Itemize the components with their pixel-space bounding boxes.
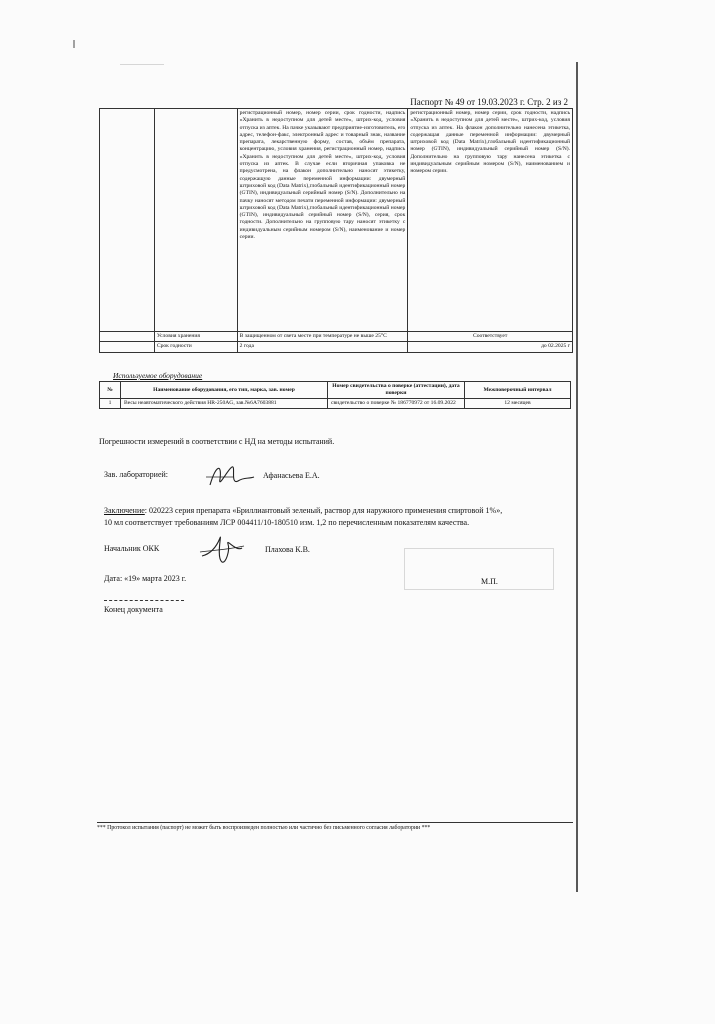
table-cell-blank — [154, 109, 237, 332]
col-name: Наименование оборудования, его тип, марка, зав. номер — [121, 382, 328, 399]
footer-divider — [97, 822, 573, 823]
table-row — [100, 399, 571, 409]
row-name: Весы неавтоматического действия HR-250AG, зав.№6A7603881 — [121, 399, 328, 409]
scan-mark — [120, 64, 164, 65]
conclusion — [104, 505, 574, 529]
shelf-result: до 02.2025 г — [408, 342, 573, 352]
conclusion-label: Заключение — [104, 506, 145, 515]
divider — [104, 600, 184, 601]
passport-header: Паспорт № 49 от 19.03.2023 г. Стр. 2 из 2 — [410, 97, 568, 107]
storage-result: Соответствует — [408, 332, 573, 342]
row-num: 1 — [100, 399, 121, 409]
row-cert: свидетельство о поверке № 186770972 от 16.09.2022 — [328, 399, 465, 409]
table-row — [100, 342, 573, 352]
table-cell-blank — [100, 109, 155, 332]
col-num: № — [100, 382, 121, 399]
equipment-title: Используемое оборудование — [113, 371, 203, 380]
table-row — [100, 332, 573, 342]
table-header-row — [100, 382, 571, 399]
footer-note: *** Протокол испытания (паспорт) не может быть воспроизведен полностью или частично без письменного согласия лаборатории *** — [97, 825, 431, 831]
equipment-table — [99, 381, 571, 409]
okk-label: Начальник ОКК — [104, 544, 160, 553]
row-interval: 12 месяцев — [465, 399, 571, 409]
errors-text: Погрешности измерений в соответствии с НД на методы испытаний. — [99, 437, 335, 446]
shelf-label: Срок годности — [154, 342, 237, 352]
lab-head-label: Зав. лабораторией: — [104, 470, 169, 479]
okk-signature — [196, 528, 248, 568]
lab-head-name: Афанасьева Е.А. — [263, 471, 320, 480]
scan-page-edge — [576, 62, 578, 892]
okk-name: Плахова К.В. — [265, 545, 310, 554]
result-text: регистрационный номер, номер серии, срок годности, надпись «Хранить в недоступном для детей месте», штрих-код, условия отпуска из аптек. На флакон дополнительно нанесена этикетка, содержащая данные переменной информации: двумерный штриховой код (Data Matrix),глобальный идентификационный номер (GTIN), индивидуальный серийный номер (S/N). Дополнительно на групповую тару нанесена этикетка с индивидуальным серийным номером (S/N), наименованием и номером серии. — [408, 109, 573, 332]
table-cell-blank — [100, 332, 155, 342]
table-cell-blank — [100, 342, 155, 352]
requirement-text: регистрационный номер, номер серии, срок годности, надпись «Хранить в недоступном для детей месте», штрих-код, условия отпуска из аптек. На пачке указывают предприятие-изготовитель, его адрес, телефон-факс, электронный адрес и товарный знак, название препарата, лекарственную форму, состав, объём препарата, концентрацию, условия хранения, регистрационный номер, надпись «Хранить в недоступном для детей месте», штрих-код, условия отпуска из аптек. В случае если вторичная упаковка не предусмотрена, на флакон дополнительно наносят этикетку, содержащую данные переменной информации: двумерный штриховой код (Data Matrix),глобальный идентификационный номер (GTIN), индивидуальный серийный номер (S/N). Дополнительно на пачку наносят методом печати переменной информации: двумерный штриховой код (Data Matrix),глобальный идентификационный номер (GTIN), индивидуальный серийный номер (S/N), серия, срок годности. Дополнительно на групповую тару наносят этикетку с индивидуальным серийным номером (S/N), наименование и номер серии. — [237, 109, 408, 332]
storage-requirement: В защищенном от света месте при температуре не выше 25°С — [237, 332, 408, 342]
stamp-imprint — [404, 548, 554, 590]
conclusion-line2: 10 мл соответствует требованиям ЛСР 004411/10-180510 изм. 1,2 по перечисленным показателям качества. — [104, 518, 470, 527]
storage-label: Условия хранения — [154, 332, 237, 342]
end-of-document: Конец документа — [104, 605, 163, 614]
scan-mark — [73, 40, 75, 48]
conclusion-line1: : 020223 серия препарата «Бриллиантовый зеленый, раствор для наружного применения спиртовой 1%», — [144, 506, 503, 515]
seal-label: М.П. — [481, 577, 498, 586]
table-row — [100, 109, 573, 332]
col-interval: Межповерочный интервал — [465, 382, 571, 399]
requirements-table — [99, 108, 573, 353]
col-cert: Номер свидетельства о поверке (аттестации), дата поверки — [328, 382, 465, 399]
lab-head-signature — [198, 455, 258, 495]
shelf-requirement: 2 года — [237, 342, 408, 352]
document-date: Дата: «19» марта 2023 г. — [104, 574, 187, 583]
